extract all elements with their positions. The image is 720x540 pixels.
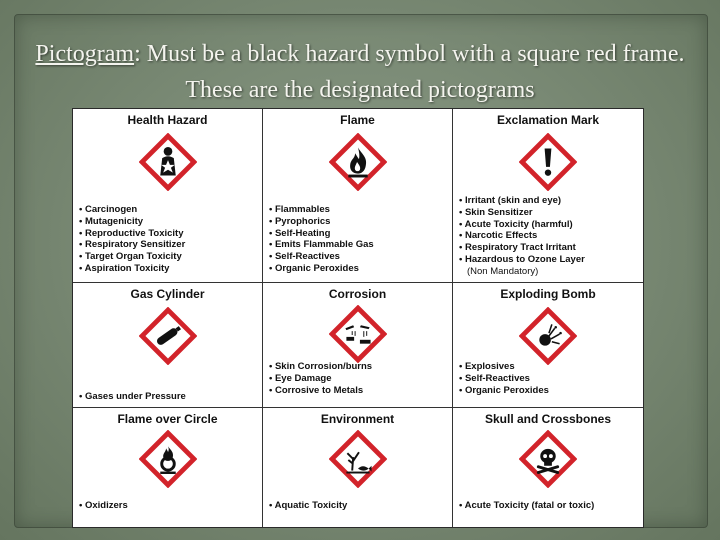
cell-title: Corrosion (328, 287, 387, 301)
hazard-list (459, 195, 585, 278)
cell-skull-and-crossbones (453, 408, 643, 527)
list-item: • Mutagenicity (79, 216, 185, 228)
list-item: • Organic Peroxides (269, 263, 374, 275)
skull-crossbones-icon (519, 430, 577, 488)
list-item: • Aspiration Toxicity (79, 263, 185, 275)
list-item: • Reproductive Toxicity (79, 228, 185, 240)
list-item: • Emits Flammable Gas (269, 239, 374, 251)
cell-flame (263, 109, 453, 283)
hazard-list (459, 500, 594, 512)
list-item: • Narcotic Effects (459, 230, 585, 242)
pictogram-chart (72, 108, 644, 528)
gas-cylinder-icon (139, 307, 197, 365)
list-item: • Hazardous to Ozone Layer (459, 254, 585, 266)
list-item: • Acute Toxicity (fatal or toxic) (459, 500, 594, 512)
exclamation-mark-icon (519, 133, 577, 191)
hazard-list (79, 500, 128, 512)
hazard-list (459, 361, 549, 396)
hazard-list (269, 500, 347, 512)
list-item: • Explosives (459, 361, 549, 373)
cell-title: Flame (340, 113, 375, 127)
list-item: • Self-Reactives (269, 251, 374, 263)
list-item: • Self-Reactives (459, 373, 549, 385)
list-item: • Respiratory Tract Irritant (459, 242, 585, 254)
cell-title: Exclamation Mark (496, 113, 600, 127)
title-text: : Must be a black hazard symbol with a square red frame. These are the designated pictograms (134, 41, 685, 103)
list-item: • Skin Sensitizer (459, 207, 585, 219)
health-hazard-icon (139, 133, 197, 191)
list-item: • Skin Corrosion/burns (269, 361, 372, 373)
list-item: • Gases under Pressure (79, 391, 186, 403)
corrosion-icon (329, 305, 387, 363)
non-mandatory-note: (Non Mandatory) (467, 265, 539, 277)
cell-title: Gas Cylinder (130, 287, 205, 301)
list-item: • Carcinogen (79, 204, 185, 216)
cell-flame-over-circle (73, 408, 263, 527)
list-item: • Respiratory Sensitizer (79, 239, 185, 251)
list-item: • Acute Toxicity (harmful) (459, 219, 585, 231)
hazard-list (269, 361, 372, 396)
title-keyword: Pictogram (35, 41, 135, 67)
list-item: • Corrosive to Metals (269, 385, 372, 397)
cell-exclamation-mark (453, 109, 643, 283)
cell-title: Flame over Circle (117, 412, 218, 426)
cell-corrosion (263, 283, 453, 408)
list-item: • Organic Peroxides (459, 385, 549, 397)
cell-title: Environment (320, 412, 395, 426)
cell-environment (263, 408, 453, 527)
slide-title (30, 36, 690, 108)
exploding-bomb-icon (519, 307, 577, 365)
list-item: • Oxidizers (79, 500, 128, 512)
list-item: • Flammables (269, 204, 374, 216)
environment-icon (329, 430, 387, 488)
cell-gas-cylinder (73, 283, 263, 408)
flame-icon (329, 133, 387, 191)
cell-exploding-bomb (453, 283, 643, 408)
cell-health-hazard (73, 109, 263, 283)
cell-title: Skull and Crossbones (484, 412, 612, 426)
flame-over-circle-icon (139, 430, 197, 488)
list-item: • Self-Heating (269, 228, 374, 240)
cell-title: Health Hazard (127, 113, 208, 127)
list-item: • Pyrophorics (269, 216, 374, 228)
list-item: • Target Organ Toxicity (79, 251, 185, 263)
list-item: • Irritant (skin and eye) (459, 195, 585, 207)
list-item: • Eye Damage (269, 373, 372, 385)
list-item: • Aquatic Toxicity (269, 500, 347, 512)
hazard-list (79, 391, 186, 403)
hazard-list (269, 204, 374, 275)
cell-title: Exploding Bomb (500, 287, 596, 301)
hazard-list (79, 204, 185, 275)
